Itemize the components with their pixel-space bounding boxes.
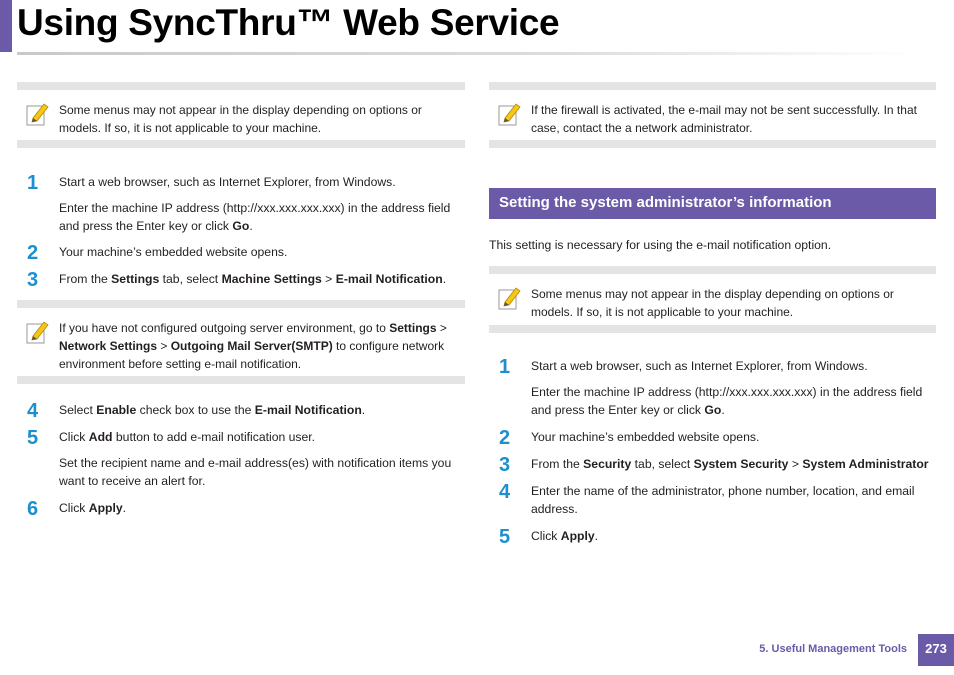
step-number: 6: [27, 498, 39, 520]
step-5: [17, 428, 465, 490]
title-accent-bar: [0, 0, 12, 52]
step-2: [489, 427, 936, 449]
note-pencil-icon: [25, 101, 49, 127]
note-pencil-icon: [497, 101, 521, 127]
step-text: From the Settings tab, select Machine Settings > E-mail Notification.: [59, 272, 447, 286]
step-text: Start a web browser, such as Internet Explorer, from Windows.: [59, 175, 396, 189]
step-text: Your machine’s embedded website opens.: [59, 245, 288, 259]
note-text: If you have not configured outgoing server environment, go to Settings > Network Settings > Outgoing Mail Server(SMTP) to configure network environment before setting e-mail notification.: [59, 321, 447, 371]
step-text-detail: Set the recipient name and e-mail address(es) with notification items you want to receive an alert for.: [59, 456, 452, 488]
step-number: 5: [27, 427, 39, 449]
step-number: 3: [499, 454, 511, 476]
step-5: [489, 526, 936, 548]
section-intro: This setting is necessary for using the e-mail notification option.: [489, 238, 832, 252]
note-box-smtp: [17, 300, 465, 384]
right-column: [489, 82, 936, 553]
step-number: 5: [499, 526, 511, 548]
note-pencil-icon: [25, 319, 49, 345]
step-text-detail: Enter the machine IP address (http://xxx.xxx.xxx.xxx) in the address field and press the Enter key or click Go.: [531, 385, 923, 417]
step-text: Click Apply.: [531, 529, 599, 543]
step-text: From the Security tab, select System Security > System Administrator: [531, 457, 929, 471]
step-number: 1: [499, 356, 511, 378]
step-4: [17, 400, 465, 422]
note-pencil-icon: [497, 285, 521, 311]
step-number: 4: [499, 481, 511, 503]
step-number: 2: [499, 427, 511, 449]
step-text: Your machine’s embedded website opens.: [531, 430, 760, 444]
note-text: Some menus may not appear in the display depending on options or models. If so, it is not applicable to your machine.: [59, 103, 422, 135]
note-box-menus: [489, 266, 936, 333]
section-heading: Setting the system administrator’s information: [489, 188, 936, 219]
step-2: [17, 242, 465, 264]
step-6: [17, 498, 465, 520]
page-number: 273: [918, 634, 954, 666]
step-1: [17, 173, 465, 235]
left-column: [17, 82, 465, 525]
step-3: [489, 454, 936, 476]
step-number: 3: [27, 269, 39, 291]
note-text: If the firewall is activated, the e-mail may not be sent successfully. In that case, contact the a network administrator.: [531, 103, 917, 135]
footer-chapter-label: 5. Useful Management Tools: [759, 643, 907, 655]
step-3: [17, 269, 465, 291]
step-text: Select Enable check box to use the E-mail Notification.: [59, 403, 366, 417]
step-text: Enter the name of the administrator, phone number, location, and email address.: [531, 484, 915, 516]
step-text: Click Apply.: [59, 501, 127, 515]
page-title: Using SyncThru™ Web Service: [17, 2, 560, 43]
note-text: Some menus may not appear in the display depending on options or models. If so, it is not applicable to your machine.: [531, 287, 894, 319]
step-number: 4: [27, 400, 39, 422]
note-box-menus: [17, 82, 465, 148]
step-number: 2: [27, 242, 39, 264]
note-box-firewall: [489, 82, 936, 148]
step-4: [489, 482, 936, 518]
step-text: Click Add button to add e-mail notification user.: [59, 430, 316, 444]
title-underline: [17, 52, 917, 55]
step-1: [489, 357, 936, 419]
step-number: 1: [27, 172, 39, 194]
step-text-detail: Enter the machine IP address (http://xxx.xxx.xxx.xxx) in the address field and press the Enter key or click Go.: [59, 201, 451, 233]
step-text: Start a web browser, such as Internet Explorer, from Windows.: [531, 359, 868, 373]
